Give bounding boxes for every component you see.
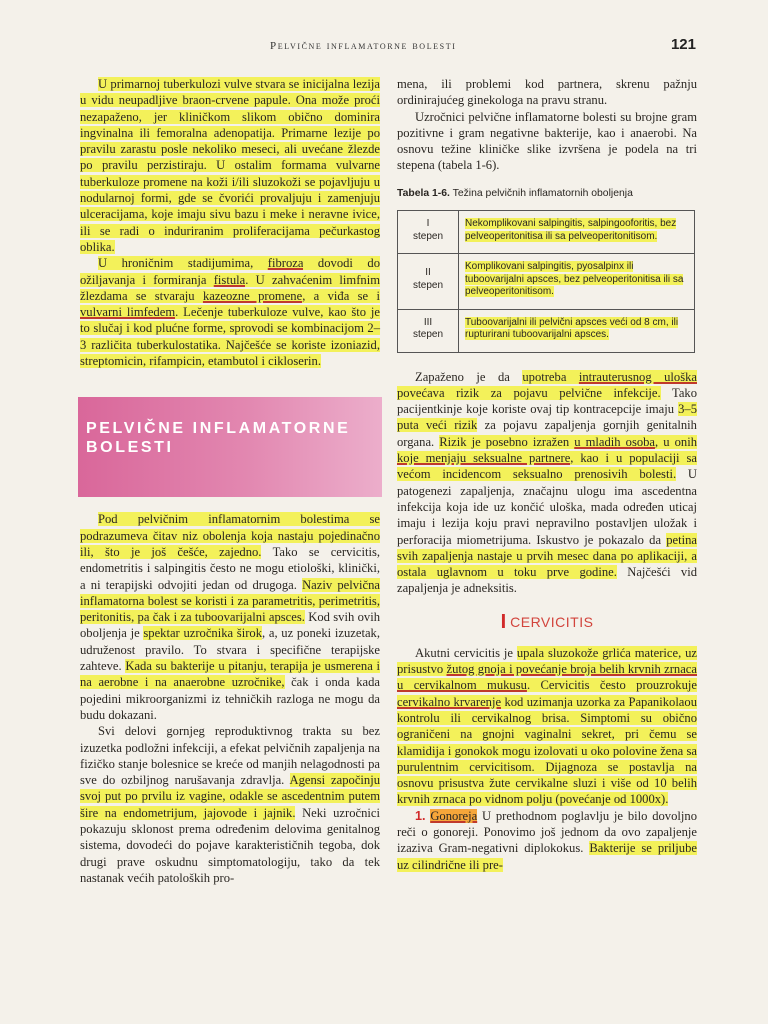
page-number: 121 bbox=[670, 36, 696, 53]
highlighted-text: U primarnoj tuberkulozi vulve stvara se inicijalna lezija u vidu neupadljive braon-crvene papule. Ona može proći nezapaženo, jer kliničkom slikom obično dominira ingvinalna ili femoralna adenopatija. Primarne lezije po pravilu zarastu posle nekoliko meseci, ali uvećane žlezde po pravilu perzistiraju. U ostalim formama vulvarne tuberkuloze promene na koži i/ili sluzokoži se pojavljuju u nodularnoj formi, gde se čvorići provaljuju i zamenjuju ulceracijama, koje imaju sivu bazu i meke i neravne ivice, ili se radi o induriranim proliferacijama pečurkastog oblika. bbox=[80, 77, 380, 254]
highlighted-text: cervikalno krvarenje bbox=[397, 694, 502, 709]
text-run: Akutni cervicitis je bbox=[415, 645, 517, 660]
left-column bbox=[80, 76, 380, 886]
grade-description bbox=[459, 309, 695, 352]
paragraph bbox=[397, 369, 697, 597]
text-run: Tako se cervicitis, endometritis i salpingitis često ne mogu etiološki, klinički, a ni terapijski odvojiti jedan od drugoga. bbox=[80, 544, 381, 592]
paragraph bbox=[80, 76, 380, 255]
grade-cell bbox=[398, 211, 459, 254]
text-run: Tako pacijentkinje koje koriste ovaj tip kontracepcije imaju bbox=[397, 385, 698, 417]
highlighted-text: Agensi započinju svoj put po prvilu iz vagine, odakle se ascedentnim putem šire na endometrijum, jajovode i jajnik. bbox=[80, 773, 381, 820]
highlighted-text: kod uzimanja uzorka za Papanikolaou kontrolu ili cervikalnog brisa. Simptomi su obično ograničeni na gnojni vaginalni sekret, pri čemu se klamidija i gonokok mogu izolovati u oko polovine žena sa purulentnim cervicitisom. Dijagnoza se postavlja na osnovu prisustva žute cervikalne sluzi i više od 10 belih krvnih zrnaca po vidnom polju (povećanje od 1000x). bbox=[397, 694, 697, 807]
highlighted-text: žutog gnoja i povećanje broja belih krvnih zrnaca u cervikalnom mukusu bbox=[397, 662, 697, 693]
text-run: U prethodnom poglavlju je bilo dovoljno reči o gonoreji. Ponovimo još jednom da ovo zapaljenje izaziva Gram-negativni diplokokus. bbox=[397, 808, 697, 856]
highlighted-text: fibroza bbox=[267, 256, 304, 271]
paragraph bbox=[397, 109, 697, 174]
highlighted-text: Komplikovani salpingitis, pyosalpinx ili tuboovarijalni apsces, bez pelveoperitonitisa ili sa pelveoperitonitisom. bbox=[465, 261, 684, 298]
text-run: Neki uzročnici pokazuju sklonost prema određenim delovima genitalnog sistema, dovodeći do pojave karakterističnih tegoba, dok drugi prave oskudnu simptomatologiju, tako da tek nastanak većih patoloških pro- bbox=[80, 805, 380, 885]
text-run: Kod svih ovih obolјenja je bbox=[80, 610, 380, 641]
paragraph bbox=[397, 76, 697, 109]
table-caption-text: Težina pelvičnih inflamatornih oboljenja bbox=[449, 187, 633, 199]
running-head: Pelvične inflamatorne bolesti bbox=[270, 40, 457, 52]
grade-number: II bbox=[425, 267, 431, 279]
table-caption bbox=[397, 186, 697, 202]
highlighted-text: , kao i u populaciji sa većom incidencom seksualno prenosivih bolesti. bbox=[397, 451, 697, 482]
highlighted-text: spektar uzročnika širok bbox=[143, 626, 262, 641]
highlighted-text: Rizik je posebno izražen bbox=[439, 434, 575, 449]
text-run: mena, ili problemi kod partnera, skrenu pažnju ordinirajućeg ginekologa na pravu stranu. bbox=[397, 77, 697, 108]
highlighted-text: . bbox=[526, 678, 541, 693]
grade-number: III bbox=[423, 316, 433, 328]
grade-cell bbox=[398, 254, 459, 310]
table-caption-label: Tabela 1-6. bbox=[397, 187, 450, 199]
paragraph bbox=[80, 511, 380, 723]
table-row bbox=[398, 309, 695, 352]
banner-title: PELVIČNE INFLAMATORNE BOLESTI bbox=[86, 420, 351, 457]
highlighted-text: povećava rizik za pojavu pelvične infekcije. bbox=[397, 385, 661, 400]
highlighted-text: Nekomplikovani salpingitis, salpingooforitis, bez pelveoperitonitisa ili sa pelveoperitonitisom. bbox=[465, 218, 677, 242]
table-row bbox=[398, 211, 695, 254]
highlighted-text: Bakterije se priljube uz cilindrične ili pre- bbox=[397, 841, 697, 872]
text-run: Najčešći vid zapaljenja je adneksitis. bbox=[397, 565, 697, 596]
highlighted-text: u mladih osoba bbox=[574, 434, 656, 449]
section-heading bbox=[397, 610, 697, 633]
highlighted-text: Tuboovarijalni ili pelvični apsces veći od 8 cm, ili rupturirani tuboovarijalni apsces. bbox=[465, 316, 679, 341]
highlighted-text: 3–5 puta veći rizik bbox=[397, 402, 697, 433]
text-run: za pojavu zapaljenja gornjih genitalnih organa. bbox=[397, 418, 697, 449]
highlighted-text: Naziv pelvična inflamatorna bolest se koristi i za parametritis, perimetritis, peritonitis, pa čak i za tuboovarijalni apsces. bbox=[80, 577, 380, 625]
highlighted-text: , u onih bbox=[655, 434, 697, 449]
handwritten-number: 1. bbox=[415, 808, 426, 823]
highlighted-text: kazeozne promene bbox=[202, 288, 303, 303]
text-run: Uzročnici pelvične inflamatorne bolesti su brojne gram pozitivne i gram negativne bakterije, kao i anaerobi. Na osnovu težine kliničke slike izvršena je podela na tri stepena (tabela 1-6). bbox=[397, 109, 697, 173]
highlighted-text: upotreba bbox=[522, 369, 579, 384]
highlighted-text: koje menjaju seksualne partnere bbox=[397, 451, 571, 466]
highlighted-text: U hroničnim stadijumima, bbox=[98, 256, 268, 271]
text-run: Zapaženo je da bbox=[415, 369, 523, 384]
section-marker: I bbox=[500, 610, 507, 633]
highlighted-text: . Lečenje tuberkuloze vulve, kao što je to slučaj i kod plućne forme, sprovodi se kombinacijom 2–3 različita tuberkulostatika. Najčešće se koriste izoniazid, streptomicin, rifampicin, etambutol i cikloserin. bbox=[80, 305, 380, 369]
grade-word: stepen bbox=[412, 279, 444, 291]
highlighted-text: dovodi do ožiljavanja i formiranja bbox=[80, 256, 381, 287]
paragraph bbox=[80, 255, 380, 369]
highlighted-text: . U zahvaćenim limfnim žlezdama se stvaraju bbox=[80, 272, 381, 303]
highlighted-text: Kada su bakterije u pitanju, terapija je usmerena i na aerobne i na anaerobne uzročnike, bbox=[80, 659, 381, 690]
text-run: čak i onda kada pojedini mikroorganizmi iz tehničkih razloga ne mogu da budu dokazani. bbox=[80, 675, 380, 722]
highlighted-text: petina svih zapaljenja nastaje u prvih mesec dana po aplikaciji, a ostala uglavnom u toku prve godine. bbox=[397, 532, 697, 580]
severity-table bbox=[397, 210, 695, 353]
highlighted-text: Cervicitis često prouzrokuje bbox=[540, 678, 697, 693]
text-run: Svi delovi gornjeg reproduktivnog trakta su bez izuzetka podložni infekciji, a efekat pelvičnih zapaljenja na fizičko stanje bolesnice se kreće od manjih nelagodnosti pa sve do ozbiljnog narušavanja zdravlja. bbox=[80, 724, 380, 788]
section-title: CERVICITIS bbox=[510, 613, 594, 630]
right-column bbox=[397, 76, 697, 873]
text-run: , a, uz poneki izuzetak, udruženost pravilo. To stvara i specifične terapijske zahteve. bbox=[80, 626, 380, 674]
section-banner bbox=[78, 397, 382, 497]
highlighted-text: vulvarni limfedem bbox=[80, 305, 176, 320]
highlighted-text: upala sluzokože grlića materice, uz prisustvo bbox=[397, 645, 697, 677]
paragraph bbox=[397, 645, 697, 808]
grade-description bbox=[459, 254, 695, 310]
grade-description bbox=[459, 211, 695, 254]
highlighted-text: intrauterusnog uloška bbox=[578, 369, 697, 384]
grade-number: I bbox=[426, 218, 430, 230]
grade-word: stepen bbox=[412, 329, 444, 341]
highlighted-text: fistula bbox=[213, 272, 246, 287]
highlighted-text: Pod pelvičnim inflamatornim bolestima se podrazumeva čitav niz obolenja koja nastaju pojedinačno ili, što je još češće, zajedno. bbox=[80, 512, 380, 559]
text-run: U patogenezi zapaljenja, značajnu ulogu ima ascedentna infekcija koja ide uz končić uloška, mada određen uticaj imaju i lezija koju pravi nepravilno postavljen uložak i perforacija miometrijuma. Iskustvo je pokazalo da bbox=[397, 467, 697, 547]
highlighted-text: , a viđa se i bbox=[302, 288, 380, 303]
grade-word: stepen bbox=[412, 230, 444, 242]
highlighted-text: Gonoreja bbox=[430, 808, 478, 823]
paragraph bbox=[397, 808, 697, 873]
paragraph-body bbox=[397, 809, 697, 872]
grade-cell bbox=[398, 309, 459, 352]
table-row bbox=[398, 254, 695, 310]
paragraph bbox=[80, 723, 380, 886]
